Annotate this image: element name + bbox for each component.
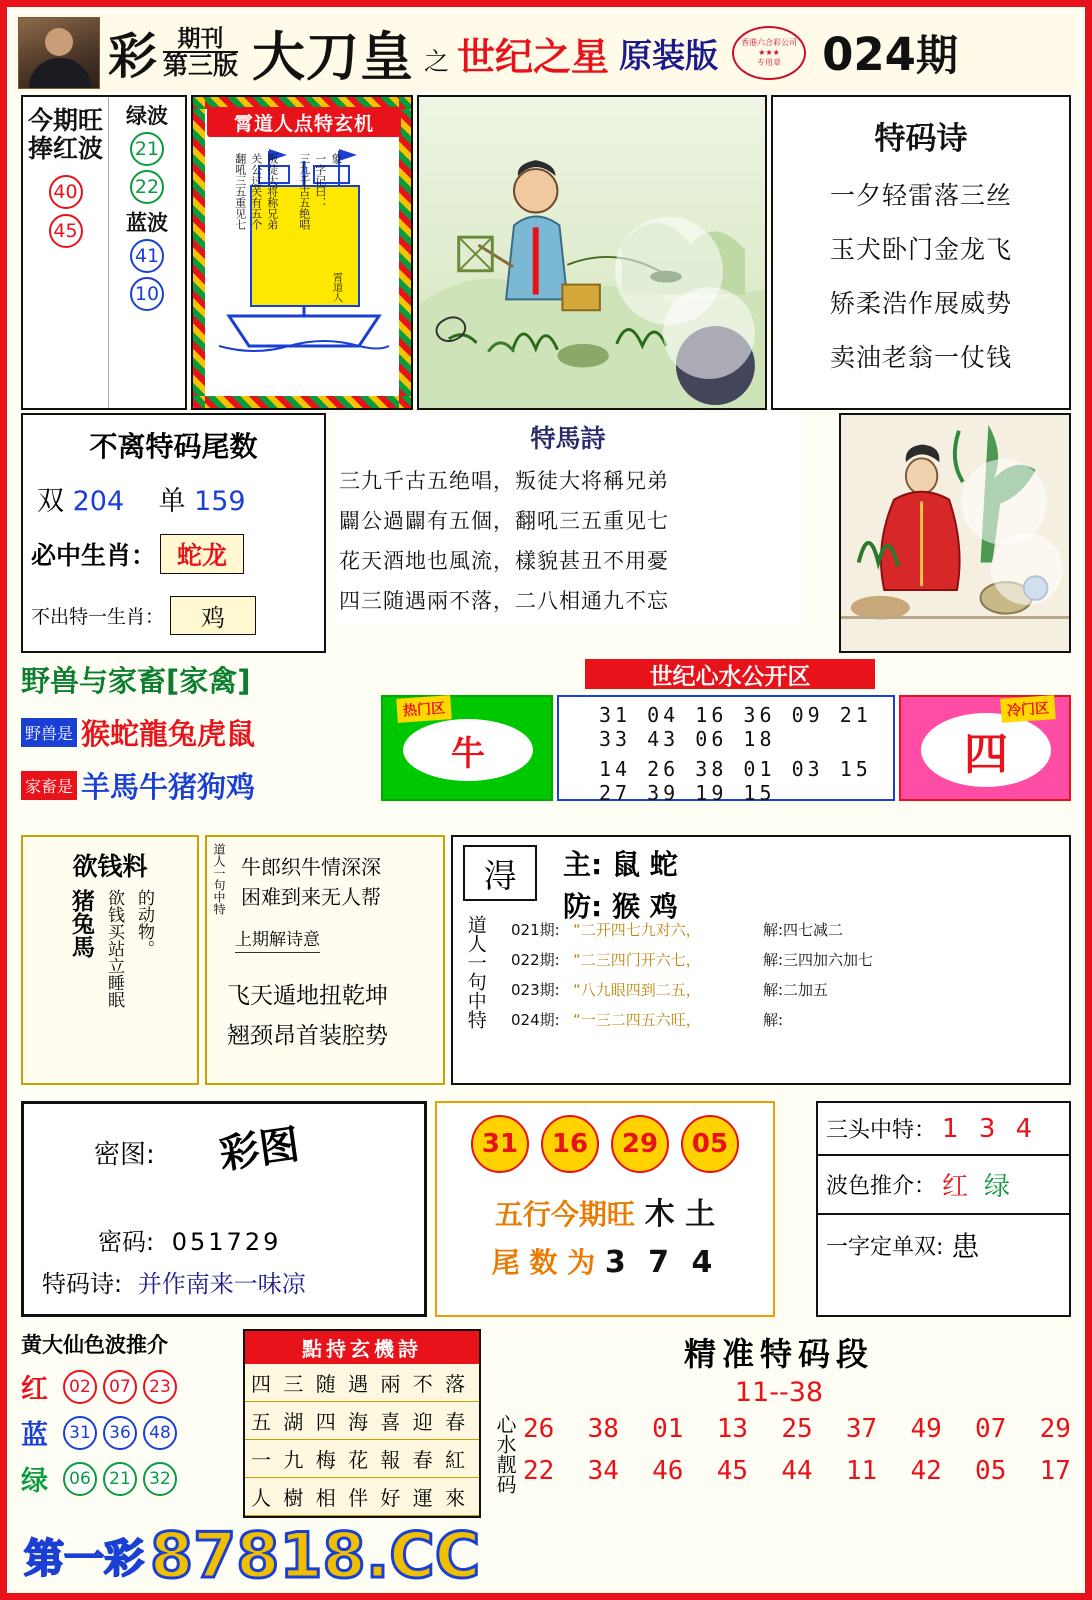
history-text: “二三四门开六七， (573, 951, 701, 969)
tema-poem-line: 卖油老翁一仗钱 (829, 343, 1012, 372)
single-char-label: 一字定单双: (826, 1234, 944, 1260)
three-head-row (818, 1103, 1069, 1156)
numbers-panel (557, 695, 895, 805)
tail-number-box (21, 413, 326, 653)
history-row (511, 1009, 1061, 1030)
num-cell: 42 (910, 1456, 942, 1486)
periodical-line2: 第三版 (163, 50, 239, 80)
predicted-balls (437, 1115, 773, 1173)
num-cell: 38 (695, 757, 728, 781)
periodical-label (163, 25, 239, 80)
tail-number-title: 不离特码尾数 (89, 430, 258, 463)
must-hit-value: 蛇龙 (160, 534, 244, 574)
excluded-value: 鸡 (170, 596, 256, 635)
history-list (511, 919, 1061, 1039)
domestic-animals: 羊馬牛猪狗鸡 (81, 770, 256, 804)
excluded-zodiac-row (23, 596, 324, 635)
page-title: 大刀皇 (252, 27, 415, 88)
num-cell: 29 (1039, 1414, 1071, 1444)
ship-verse-5: 一字记曰．． (313, 153, 327, 214)
num-cell: 03 (791, 757, 824, 781)
daoren-line-4: 飞天遁地扭乾坤 (227, 983, 388, 1009)
must-hit-label: 必中生肖： (31, 541, 157, 570)
ball: 40 (49, 175, 83, 209)
history-explanations-box (451, 835, 1071, 1085)
history-row (511, 919, 1061, 940)
num-cell: 49 (910, 1414, 942, 1444)
hot-zone-flag: 热门区 (396, 695, 452, 723)
lucky-row-2 (523, 1456, 1071, 1486)
defend-zodiac-label: 防: (563, 890, 603, 923)
ball: 31 (63, 1416, 97, 1450)
de-character: 淂 (463, 845, 537, 901)
blue-wave-label: 蓝波 (126, 211, 168, 236)
seal-line3: 专用章 (757, 58, 782, 67)
main-zodiac-value: 鼠 蛇 (611, 848, 678, 881)
footer-site: 87818.CC (150, 1524, 481, 1586)
side-tips-box (816, 1101, 1071, 1317)
ship-verse-6: 象 (329, 153, 343, 164)
row-third-panels (21, 659, 1071, 829)
beast-title-text: 野兽与家畜[家禽] (21, 664, 251, 698)
num-cell: 26 (647, 757, 680, 781)
secret-poem-row (42, 1264, 306, 1299)
color-label: 绿 (21, 1466, 48, 1497)
secret-code-label: 密码: (98, 1228, 155, 1256)
horse-poem-box (333, 413, 803, 623)
num-cell: 38 (587, 1414, 619, 1444)
page-header (14, 14, 1078, 92)
ball: 07 (103, 1370, 137, 1404)
row-fourth-panels (21, 835, 1071, 1095)
single-char-value: 患 (951, 1230, 980, 1263)
money-tip-animals: 猪兔馬 (67, 889, 94, 958)
daoren-verse-box (205, 835, 445, 1085)
beast-domestic-box (21, 659, 376, 806)
ship-box-title: 霄道人点特玄机 (207, 107, 401, 137)
history-issue: 021期: (511, 921, 560, 939)
color-row (21, 1459, 237, 1498)
secret-code-value: 051729 (171, 1228, 282, 1256)
three-head-value: 1 3 4 (942, 1113, 1039, 1144)
huangdaxian-title: 黄大仙色波推介 (21, 1333, 168, 1357)
footer-brand: 第一彩 (24, 1535, 144, 1582)
color-row (21, 1413, 237, 1452)
num-cell: 26 (523, 1414, 555, 1444)
periodical-line1: 期刊 (177, 25, 224, 52)
hot-zone-value: 牛 (403, 719, 533, 781)
history-side-label: 道人一句中特 (464, 915, 487, 1029)
lucky-numbers-grid (487, 1414, 1071, 1498)
lucky-row-1 (523, 1414, 1071, 1444)
mystic-poem-line: 五 湖 四 海 喜 迎 春 (245, 1402, 479, 1440)
num-cell: 34 (587, 1456, 619, 1486)
history-answer: 解:四七减二 (763, 921, 844, 939)
row-top-panels (21, 95, 1071, 410)
cold-zone-value: 四 (921, 713, 1051, 787)
num-cell: 06 (695, 727, 728, 751)
num-cell: 46 (652, 1456, 684, 1486)
secret-poem-value: 并作南来一味凉 (137, 1270, 306, 1298)
num-cell: 16 (695, 703, 728, 727)
money-tip-title-text: 欲钱料 (72, 852, 148, 881)
num-cell: 21 (839, 703, 872, 727)
wave-color-label: 波色推介： (826, 1174, 937, 1199)
horse-poem-line: 花天酒地也風流，樣貌甚丑不用憂 (339, 549, 669, 573)
horse-poem-title: 特馬詩 (530, 424, 606, 453)
secret-code-row (98, 1222, 281, 1257)
ball: 29 (611, 1115, 669, 1173)
public-tips-title: 世纪心水公开区 (585, 659, 875, 689)
ball: 21 (103, 1462, 137, 1496)
history-row (511, 979, 1061, 1000)
green-wave-balls (109, 132, 185, 204)
ball: 05 (681, 1115, 739, 1173)
scholar-illustration (839, 413, 1071, 653)
num-cell: 18 (743, 727, 776, 751)
scholar-scene-icon (841, 415, 1069, 651)
issue-number (822, 23, 958, 83)
three-head-label: 三头中特： (826, 1118, 937, 1143)
history-issue: 023期: (511, 981, 560, 999)
previous-explanation-label: 上期解诗意 (235, 925, 320, 953)
green-wave-label: 绿波 (126, 104, 168, 128)
ball: 45 (49, 214, 83, 248)
red-wave-title: 今期旺捧红波 (27, 106, 103, 163)
num-cell: 05 (975, 1456, 1007, 1486)
tema-poem-line: 一夕轻雷落三丝 (829, 181, 1012, 210)
daoren-line-1: 牛郎织牛情深深 (241, 855, 381, 879)
odd-value: 159 (194, 486, 246, 517)
history-issue: 022期: (511, 951, 560, 969)
brand-logo: 彩 (108, 28, 158, 85)
red-wave-balls (23, 175, 108, 248)
color-label: 蓝 (21, 1420, 48, 1451)
predicted-numbers-box (435, 1101, 775, 1317)
domestic-tag: 家畜是 (21, 771, 77, 800)
ball: 02 (63, 1370, 97, 1404)
history-answer: 解: (763, 1011, 784, 1029)
mystic-poem-title: 點持玄機詩 (245, 1331, 479, 1364)
other-waves-section (109, 97, 185, 408)
ball: 06 (63, 1462, 97, 1496)
num-cell: 36 (743, 703, 776, 727)
official-seal-icon (732, 26, 806, 80)
num-cell: 39 (647, 781, 680, 805)
mystic-poem-line: 一 九 梅 花 報 春 紅 (245, 1440, 479, 1478)
precise-range-title: 精准特码段 (683, 1335, 874, 1373)
seal-line1: 香港六合彩公司 (741, 38, 798, 47)
mystic-poem-line: 四 三 随 遇 兩 不 落 (245, 1364, 479, 1402)
secret-picture-label: 密图: (94, 1140, 155, 1170)
horse-poem-line: 四三随遇兩不落，二八相通九不忘 (339, 589, 669, 613)
red-wave-section (23, 97, 109, 408)
daoren-side-label: 道人一句中特 (212, 843, 226, 915)
wave-color-row (818, 1156, 1069, 1215)
num-cell: 31 (599, 703, 632, 727)
secret-picture-scribble: 彩图 (216, 1121, 303, 1179)
num-cell: 11 (845, 1456, 878, 1486)
ship-verse-1: 关公过关有五个 (249, 153, 263, 230)
ball: 48 (143, 1416, 177, 1450)
secret-picture-box (21, 1101, 427, 1317)
num-cell: 04 (647, 703, 680, 727)
huangdaxian-box (21, 1329, 237, 1505)
ball: 23 (143, 1370, 177, 1404)
num-cell: 37 (845, 1414, 878, 1444)
ball: 41 (130, 239, 164, 273)
num-cell: 27 (599, 781, 632, 805)
money-tip-verse: 欲钱买站立睡眠 (103, 889, 124, 1008)
single-char-row (818, 1215, 1069, 1275)
history-answer: 解:二加五 (763, 981, 829, 999)
domestic-animals-row (21, 765, 376, 806)
issue-suffix: 期 (916, 31, 959, 80)
must-hit-zodiac-row (23, 534, 324, 574)
precise-range-box (487, 1329, 1071, 1498)
row-fifth-panels (21, 1101, 1071, 1323)
history-text: “二开四七九对六， (573, 921, 701, 939)
wave-color-red: 红 (942, 1172, 969, 1202)
cold-zone-flag: 冷门区 (1000, 695, 1056, 723)
public-tips-zone (381, 659, 1071, 829)
num-cell: 33 (599, 727, 632, 751)
tail-label: 尾 数 为 (491, 1246, 596, 1279)
even-value: 204 (72, 486, 125, 517)
money-tip-title (23, 847, 197, 883)
issue-value: 024 (822, 28, 916, 81)
ball: 16 (541, 1115, 599, 1173)
main-illustration (417, 95, 767, 410)
seal-line2: ★★★ (758, 48, 780, 57)
num-cell: 14 (599, 757, 632, 781)
odd-label: 单 (158, 486, 186, 517)
num-cell: 07 (975, 1414, 1007, 1444)
num-cell: 01 (743, 757, 776, 781)
money-tip-subtitle: 的动物。 (134, 889, 155, 957)
daoren-line-5: 翘颈昂首装腔势 (227, 1023, 388, 1049)
money-tip-verses (23, 889, 197, 1008)
ball: 36 (103, 1416, 137, 1450)
series-title: 世纪之星 (457, 34, 610, 79)
ship-verse-3: 翻吼三五重见七 (233, 153, 247, 230)
ball: 21 (130, 132, 164, 166)
ship-illustration-box (191, 95, 413, 410)
beast-title (21, 659, 376, 700)
num-cell: 13 (716, 1414, 749, 1444)
row-sixth-panels (21, 1329, 1071, 1539)
mystic-poem-line: 人 樹 相 伴 好 運 來 (245, 1478, 479, 1516)
tail-row (437, 1241, 773, 1281)
history-answer: 解:三四加六加七 (763, 951, 874, 969)
main-zodiac-label: 主: (563, 848, 603, 881)
main-zodiac-row (563, 843, 678, 883)
secret-poem-label: 特码诗: (42, 1270, 123, 1298)
numbers-row-1 (559, 703, 893, 751)
wave-recommendation-box (21, 95, 187, 410)
defend-zodiac-value: 猴 鸡 (611, 890, 678, 923)
daoren-line-2: 困难到来无人帮 (241, 885, 381, 909)
tema-poem-line: 玉犬卧门金龙飞 (829, 235, 1012, 264)
numbers-row-2 (559, 757, 893, 805)
ball: 31 (471, 1115, 529, 1173)
ship-verse-4: 三九千古五绝唱 (297, 153, 311, 230)
history-text: “八九眼四到二五， (573, 981, 701, 999)
money-tip-box (21, 835, 199, 1085)
tail-value: 3 7 4 (604, 1245, 719, 1280)
num-cell: 43 (647, 727, 680, 751)
horse-poem-line: 闢公過闢有五個，翻吼三五重见七 (339, 509, 669, 533)
odd-even-row (23, 479, 324, 518)
wild-animals-row (21, 712, 376, 753)
edition-label: 原装版 (619, 35, 719, 75)
num-cell: 17 (1039, 1456, 1071, 1486)
wild-animals: 猴蛇龍兔虎鼠 (81, 717, 256, 751)
excluded-label: 不出特一生肖： (31, 606, 165, 628)
precise-range-value: 11--38 (734, 1377, 824, 1408)
fisherman-scene-icon (419, 97, 765, 408)
ball: 10 (130, 277, 164, 311)
lucky-numbers (523, 1414, 1071, 1498)
ball: 32 (143, 1462, 177, 1496)
title-connector: 之 (424, 47, 450, 76)
wave-color-green: 绿 (984, 1172, 1011, 1202)
num-cell: 01 (652, 1414, 684, 1444)
num-cell: 19 (695, 781, 728, 805)
tema-poem-line: 矫柔浩作展威势 (829, 289, 1012, 318)
wuxing-row (437, 1189, 773, 1233)
blue-wave-balls (109, 239, 185, 311)
ship-verse-2: 叛徒大将称兄弟 (265, 153, 279, 230)
num-cell: 22 (523, 1456, 555, 1486)
row-second-panels (21, 413, 1071, 653)
lucky-numbers-label: 心水靓码 (493, 1414, 517, 1494)
num-cell: 15 (743, 781, 776, 805)
history-issue: 024期: (511, 1011, 560, 1029)
horse-poem-line: 三九千古五绝唱，叛徒大将稱兄弟 (339, 469, 669, 493)
num-cell: 15 (839, 757, 872, 781)
num-cell: 44 (781, 1456, 813, 1486)
ball: 22 (130, 170, 164, 204)
even-label: 双 (37, 486, 64, 517)
history-row (511, 949, 1061, 970)
history-text: “一三二四五六旺， (573, 1011, 701, 1029)
num-cell: 45 (716, 1456, 749, 1486)
color-label: 红 (21, 1374, 48, 1405)
author-portrait (18, 17, 100, 89)
tema-poem-title: 特码诗 (874, 121, 968, 157)
num-cell: 25 (781, 1414, 813, 1444)
mystic-poem-box (243, 1329, 481, 1518)
wuxing-value: 木 土 (644, 1197, 716, 1232)
wild-tag: 野兽是 (21, 718, 77, 747)
ship-signature: 霄道人 (330, 272, 342, 302)
color-row (21, 1367, 237, 1406)
num-cell: 09 (791, 703, 824, 727)
wuxing-label: 五行今期旺 (494, 1198, 635, 1231)
tema-poem-box (771, 95, 1071, 410)
